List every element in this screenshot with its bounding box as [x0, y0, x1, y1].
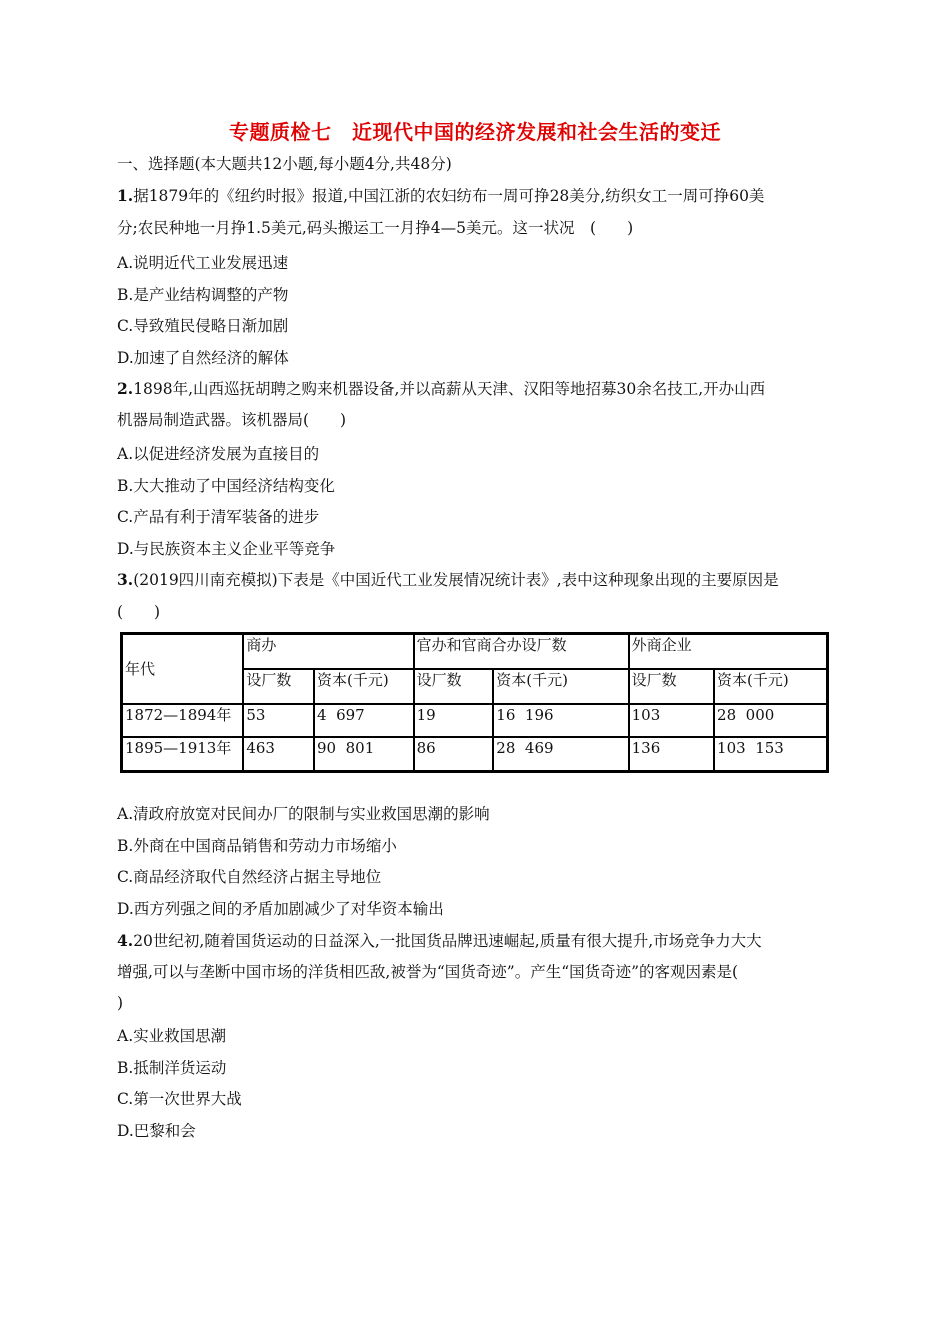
- question-3-option-b: B.外商在中国商品销售和劳动力市场缩小: [117, 837, 397, 855]
- question-2-line-1: 2.1898年,山西巡抚胡聘之购来机器设备,并以高薪从天津、汉阳等地招募30余名技工,开办山西: [117, 379, 766, 398]
- question-2-option-c: C.产品有利于清军装备的进步: [117, 508, 320, 526]
- question-1-option-a: A.说明近代工业发展迅速: [117, 254, 289, 272]
- question-1-option-b: B.是产业结构调整的产物: [117, 286, 289, 304]
- table-cell: 103 153: [714, 737, 827, 772]
- question-2-option-b: B.大大推动了中国经济结构变化: [117, 477, 335, 495]
- table-header-official: 官办和官商合办设厂数: [414, 634, 629, 669]
- table-cell: 86: [414, 737, 494, 772]
- question-3-number: 3.: [117, 570, 134, 589]
- table-subheader: 资本(千元): [314, 669, 414, 704]
- table-cell: 28 469: [493, 737, 628, 772]
- table-cell: 19: [414, 704, 494, 737]
- question-4-option-a: A.实业救国思潮: [117, 1027, 227, 1045]
- industry-stats-table: [120, 632, 829, 773]
- question-2-number: 2.: [117, 379, 134, 398]
- table-header-foreign: 外商企业: [629, 634, 828, 669]
- table-header-private: 商办: [243, 634, 413, 669]
- question-4-line-3: ): [117, 994, 124, 1012]
- table-cell: 463: [243, 737, 314, 772]
- table-row: [122, 737, 828, 772]
- question-1-option-c: C.导致殖民侵略日渐加剧: [117, 317, 289, 335]
- question-1-line-1: 1.据1879年的《纽约时报》报道,中国江浙的农妇纺布一周可挣28美分,纺织女工一周可挣60美: [117, 186, 765, 205]
- question-3-option-a: A.清政府放宽对民间办厂的限制与实业救国思潮的影响: [117, 805, 490, 823]
- question-3-option-d: D.西方列强之间的矛盾加剧减少了对华资本输出: [117, 900, 444, 918]
- table-cell: 28 000: [714, 704, 827, 737]
- question-1-number: 1.: [117, 186, 134, 205]
- table-subheader: 设厂数: [414, 669, 494, 704]
- table-cell: 136: [629, 737, 714, 772]
- table-subheader: 资本(千元): [493, 669, 628, 704]
- question-4-option-c: C.第一次世界大战: [117, 1090, 242, 1108]
- page-title: 专题质检七 近现代中国的经济发展和社会生活的变迁: [229, 120, 721, 144]
- question-4-option-b: B.抵制洋货运动: [117, 1059, 227, 1077]
- question-3-line-2: ( ): [117, 603, 161, 621]
- question-3-line-1: 3.(2019四川南充模拟)下表是《中国近代工业发展情况统计表》,表中这种现象出现的主要原因是: [117, 570, 779, 589]
- question-1-line-2: 分;农民种地一月挣1.5美元,码头搬运工一月挣4—5美元。这一状况 ( ): [117, 219, 634, 237]
- question-4-option-d: D.巴黎和会: [117, 1122, 196, 1140]
- table-cell: 4 697: [314, 704, 414, 737]
- table-cell: 90 801: [314, 737, 414, 772]
- table-cell: 1872—1894年: [122, 704, 244, 737]
- question-4-line-2: 增强,可以与垄断中国市场的洋货相匹敌,被誉为“国货奇迹”。产生“国货奇迹”的客观因素是(: [117, 963, 739, 981]
- table-subheader: 设厂数: [629, 669, 714, 704]
- table-cell: 16 196: [493, 704, 628, 737]
- table-cell: 53: [243, 704, 314, 737]
- question-3-option-c: C.商品经济取代自然经济占据主导地位: [117, 868, 382, 886]
- question-4-number: 4.: [117, 931, 134, 950]
- table-row: [122, 704, 828, 737]
- question-2-line-2: 机器局制造武器。该机器局( ): [117, 411, 347, 429]
- table-cell: 103: [629, 704, 714, 737]
- section-heading: 一、选择题(本大题共12小题,每小题4分,共48分): [117, 155, 452, 173]
- table-header-year: 年代: [122, 634, 244, 704]
- table-subheader: 设厂数: [243, 669, 314, 704]
- table-cell: 1895—1913年: [122, 737, 244, 772]
- table-subheader: 资本(千元): [714, 669, 827, 704]
- question-1-option-d: D.加速了自然经济的解体: [117, 349, 289, 367]
- question-2-option-d: D.与民族资本主义企业平等竞争: [117, 540, 336, 558]
- question-2-option-a: A.以促进经济发展为直接目的: [117, 445, 320, 463]
- question-4-line-1: 4.20世纪初,随着国货运动的日益深入,一批国货品牌迅速崛起,质量有很大提升,市场竞争力大大: [117, 931, 762, 950]
